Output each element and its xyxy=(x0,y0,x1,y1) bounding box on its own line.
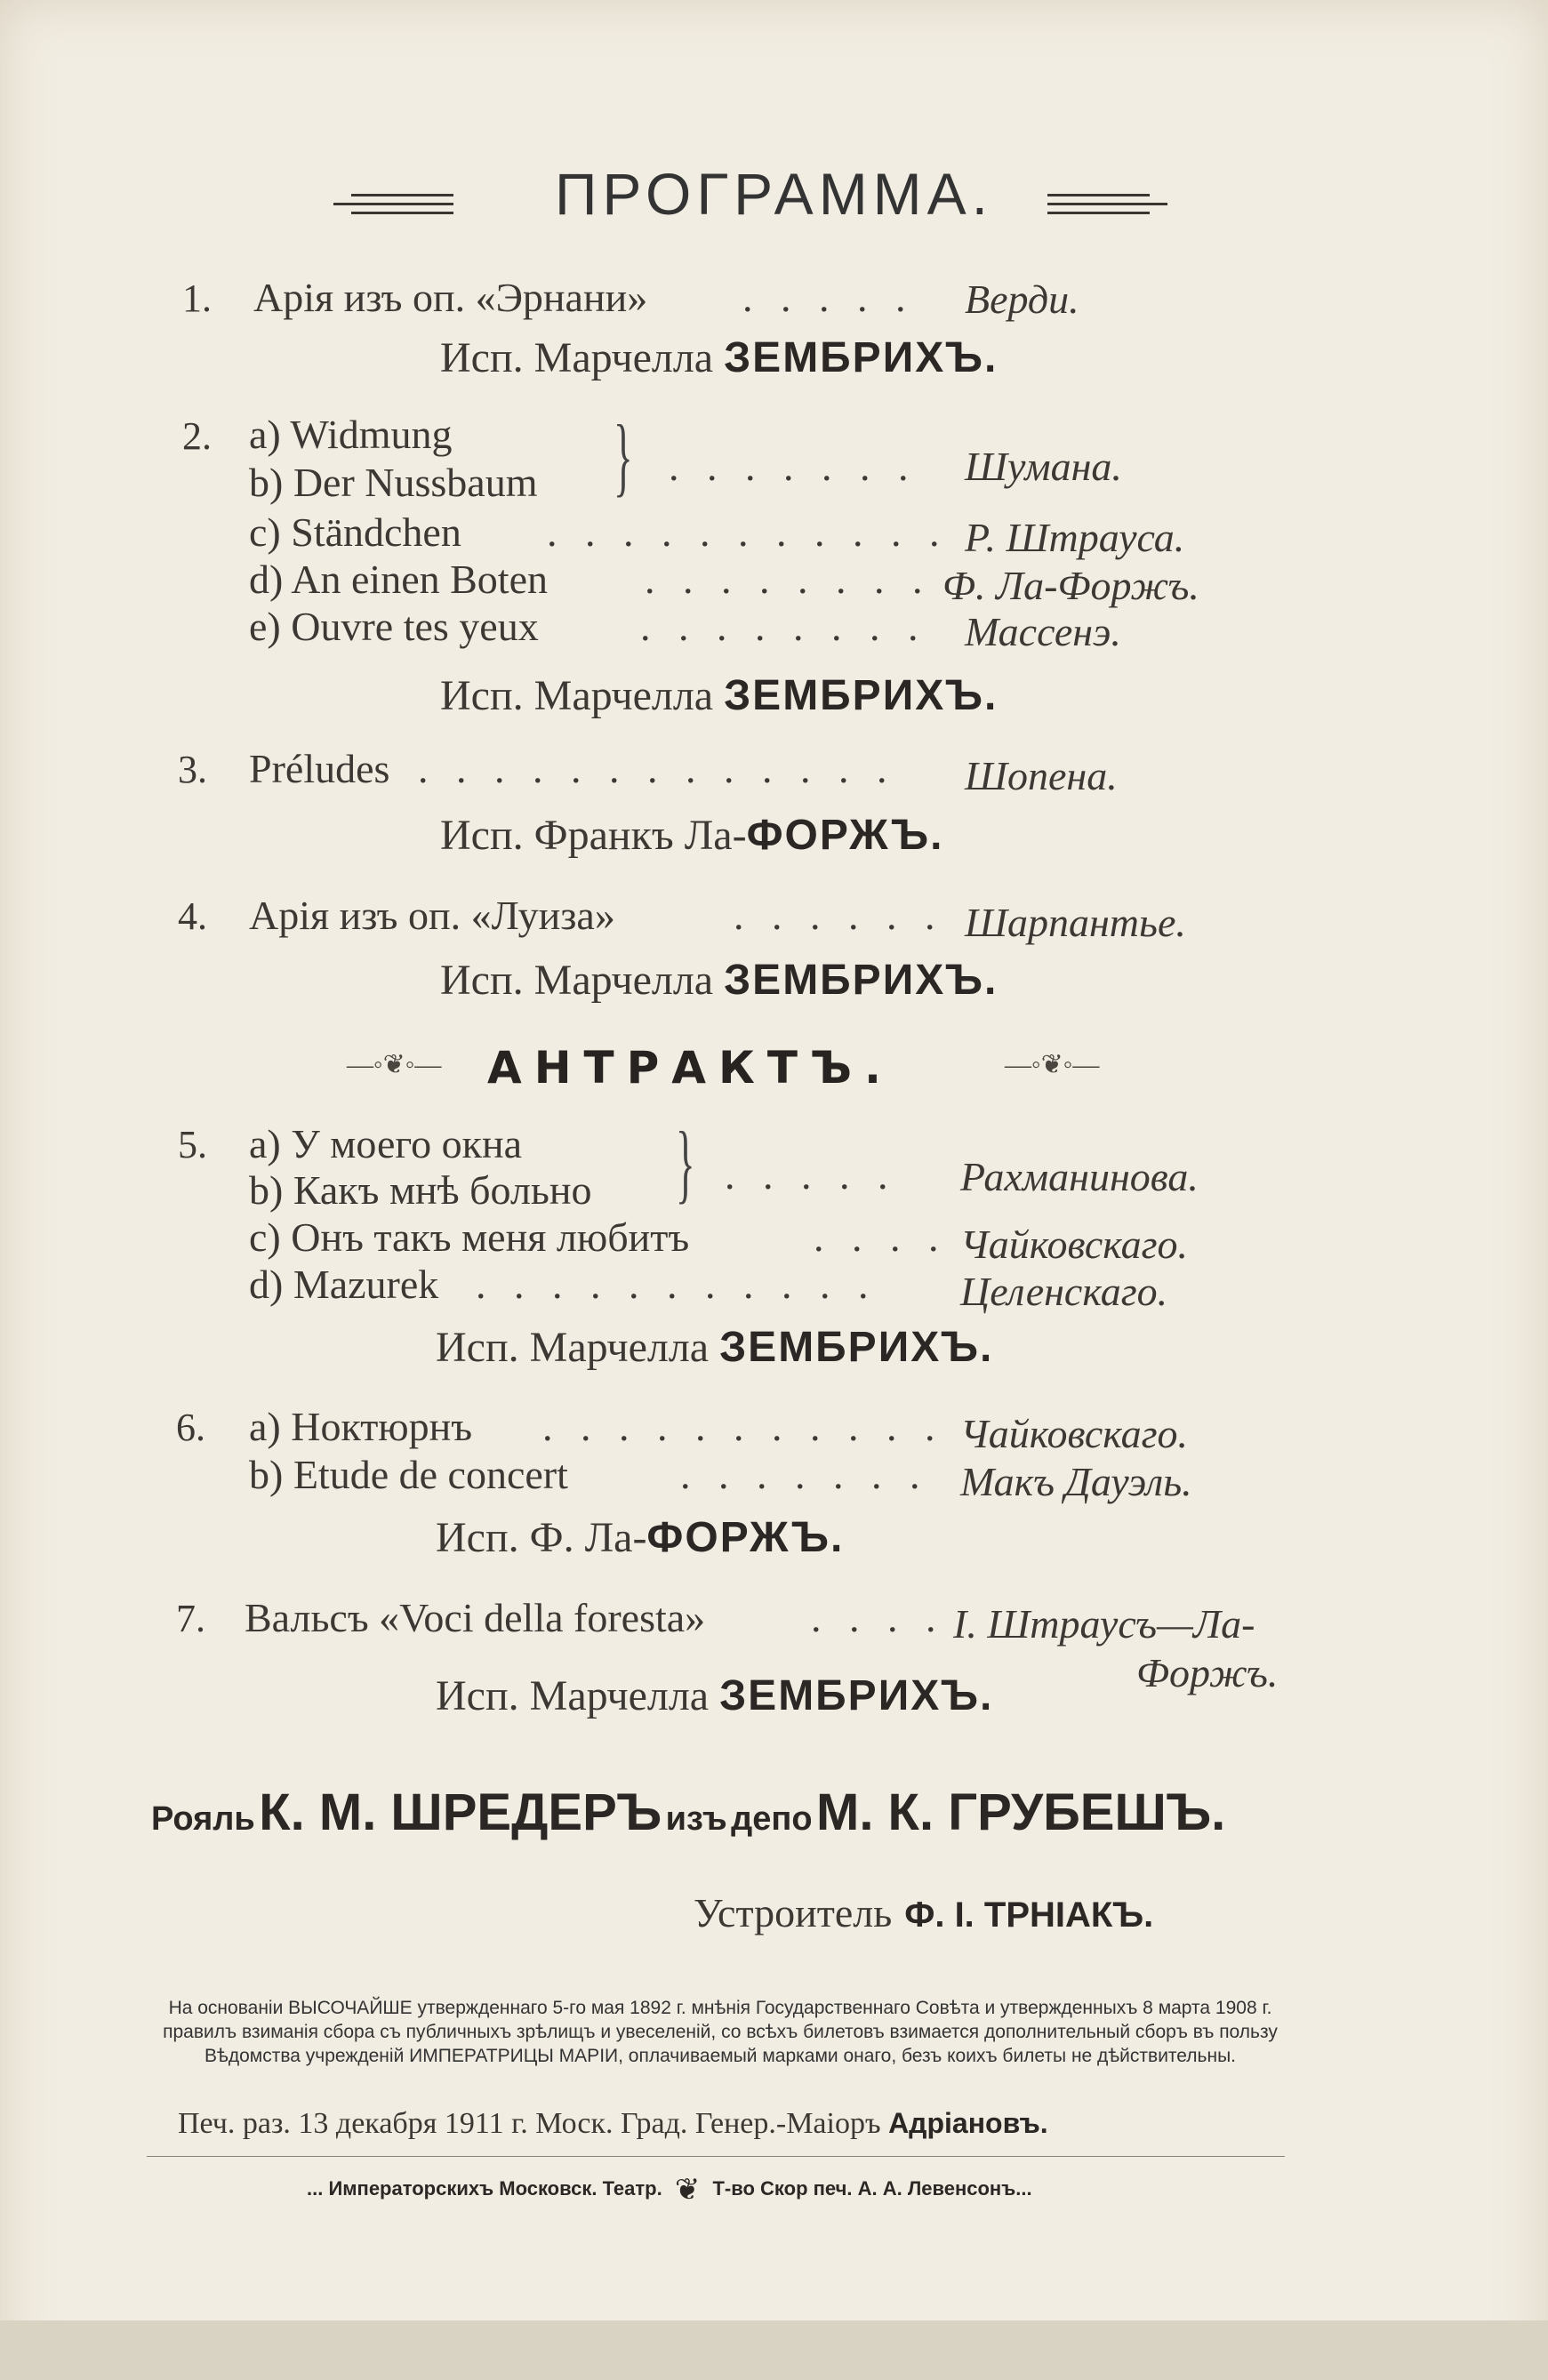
leader-dots: . . . . . . xyxy=(734,893,944,938)
performer-name: ЗЕМБРИХЪ. xyxy=(724,957,999,1004)
brace: } xyxy=(614,406,633,505)
item-performer xyxy=(440,956,998,1005)
item-performer xyxy=(440,811,944,860)
item-composer: Ф. Ла-Форжъ. xyxy=(942,563,1199,608)
item-number: 2. xyxy=(182,414,212,458)
performer-prefix: Исп. Марчелла xyxy=(436,1324,710,1371)
page-title: ПРОГРАММА. xyxy=(554,161,994,227)
performer-name: ЗЕМБРИХЪ. xyxy=(719,1672,994,1719)
performer-prefix: Исп. Марчелла xyxy=(440,957,714,1004)
item-composer: Чайковскаго. xyxy=(960,1222,1189,1267)
title-rule-right xyxy=(1047,203,1167,205)
organizer-label: Устроитель xyxy=(694,1890,893,1935)
legal-notice: На основаніи ВЫСОЧАЙШЕ утвержденнаго 5-го мая 1892 г. мнѣнія Государственнаго Совѣта и утвержденныхъ 8 марта 1908 г. правилъ взиманія сбора съ публичныхъ зрѣлищъ и увеселеній, со всѣхъ билетовъ взимается дополнительный сборъ въ пользу Вѣдомства учрежденій ИМПЕРАТРИЦЫ МАРІИ, оплачиваемый марками онаго, безъ коихъ билеты не дѣйствительны. xyxy=(163,1998,1278,2066)
piano-prefix: Рояль xyxy=(151,1800,255,1838)
item-number: 6. xyxy=(176,1406,205,1449)
leader-dots: . . . . . xyxy=(725,1152,897,1198)
leader-dots: . . . . . . . . . . . . . xyxy=(418,746,896,791)
item-performer xyxy=(436,1671,993,1720)
item-composer-continued: Форжъ. xyxy=(1136,1650,1279,1695)
item-work: d) An einen Boten xyxy=(249,557,548,602)
item-number: 7. xyxy=(176,1597,205,1640)
title-rule-right xyxy=(1047,194,1150,196)
leader-dots: . . . . . . . xyxy=(680,1452,929,1497)
leader-dots: . . . . . . . . xyxy=(645,557,932,602)
item-composer: Шарпантье. xyxy=(965,900,1186,945)
leader-dots: . . . . . . . . . . . xyxy=(547,509,949,555)
item-performer xyxy=(436,1323,993,1372)
item-work: c) Онъ такъ меня любитъ xyxy=(249,1214,690,1260)
performer-prefix: Исп. Марчелла xyxy=(436,1672,710,1719)
item-composer: Верди. xyxy=(965,276,1079,322)
item-work: b) Какъ мнѣ больно xyxy=(249,1167,592,1213)
item-composer: Р. Штрауса. xyxy=(965,515,1185,560)
performer-name: ЗЕМБРИХЪ. xyxy=(724,672,999,719)
piano-depot: М. К. ГРУБЕШЪ. xyxy=(816,1783,1226,1841)
ornament-left: —◦❦◦— xyxy=(347,1050,442,1079)
item-number: 3. xyxy=(178,748,207,791)
piano-maker: К. М. ШРЕДЕРЪ xyxy=(259,1783,662,1841)
leader-dots: . . . . . . . . . . . xyxy=(476,1262,878,1307)
organizer-name: Ф. І. ТРНІАКЪ. xyxy=(904,1895,1154,1935)
item-composer: Шумана. xyxy=(965,444,1122,489)
printer-line xyxy=(307,2172,1032,2208)
piano-credit xyxy=(151,1783,1225,1842)
censor-name: Адріановъ. xyxy=(888,2107,1048,2139)
item-work: Арія изъ оп. «Луиза» xyxy=(249,893,615,938)
item-number: 4. xyxy=(178,894,207,938)
printer-left: ... Императорскихъ Московск. Театр. xyxy=(307,2176,662,2200)
performer-name: ФОРЖЪ. xyxy=(746,812,944,859)
item-work: d) Mazurek xyxy=(249,1262,439,1307)
footer-divider xyxy=(147,2156,1285,2157)
performer-prefix: Исп. Марчелла xyxy=(440,672,714,719)
ornament-right: —◦❦◦— xyxy=(1005,1050,1100,1079)
item-composer: І. Штраусъ—Ла- xyxy=(953,1601,1255,1647)
censor-line xyxy=(178,2107,1048,2141)
item-work: e) Ouvre tes yeux xyxy=(249,604,539,649)
leader-dots: . . . . . xyxy=(742,275,915,320)
item-composer: Массенэ. xyxy=(965,609,1121,654)
torn-edge xyxy=(0,2320,1548,2380)
item-number: 5. xyxy=(178,1123,207,1166)
item-performer xyxy=(436,1513,844,1562)
item-work: a) У моего окна xyxy=(249,1121,522,1166)
item-composer: Чайковскаго. xyxy=(960,1411,1189,1456)
item-composer: Макъ Дауэль. xyxy=(960,1459,1192,1504)
item-work: Арія изъ оп. «Эрнани» xyxy=(253,275,648,320)
item-composer: Целенскаго. xyxy=(960,1269,1168,1314)
leader-dots: . . . . . . . . . . . xyxy=(542,1404,944,1449)
item-number: 1. xyxy=(182,276,212,320)
item-work: Préludes xyxy=(249,746,390,791)
organizer-line xyxy=(694,1889,1153,1936)
eagle-emblem-icon: ❦ xyxy=(674,2173,701,2207)
performer-name: ЗЕМБРИХЪ. xyxy=(724,334,999,381)
performer-prefix: Исп. Ф. Ла- xyxy=(436,1514,647,1561)
leader-dots: . . . . xyxy=(814,1214,948,1260)
item-performer xyxy=(440,671,998,720)
performer-name: ЗЕМБРИХЪ. xyxy=(719,1324,994,1371)
censor-text: Печ. раз. 13 декабря 1911 г. Моск. Град. Генер.-Маіоръ xyxy=(178,2107,881,2140)
item-work: b) Etude de concert xyxy=(249,1452,568,1497)
performer-prefix: Исп. Марчелла xyxy=(440,334,714,381)
item-composer: Рахманинова. xyxy=(960,1154,1199,1199)
performer-name: ФОРЖЪ. xyxy=(646,1514,845,1561)
brace: } xyxy=(676,1113,695,1212)
title-rule-right xyxy=(1047,212,1150,214)
item-work: b) Der Nussbaum xyxy=(249,460,538,505)
performer-prefix: Исп. Франкъ Ла- xyxy=(440,812,747,859)
item-work: a) Ноктюрнъ xyxy=(249,1404,473,1449)
item-work: a) Widmung xyxy=(249,412,453,457)
printer-right: Т-во Скор печ. А. А. Левенсонъ... xyxy=(712,2176,1032,2200)
item-work: Вальсъ «Voci della foresta» xyxy=(245,1595,706,1640)
piano-mid: изъ xyxy=(665,1800,727,1838)
item-work: c) Ständchen xyxy=(249,509,461,555)
intermission-label: АНТРАКТЪ. xyxy=(487,1042,894,1094)
piano-depot-word: депо xyxy=(731,1800,813,1838)
leader-dots: . . . . . . . xyxy=(669,444,918,489)
leader-dots: . . . . xyxy=(811,1595,945,1640)
item-composer: Шопена. xyxy=(965,753,1118,798)
leader-dots: . . . . . . . . xyxy=(640,604,927,649)
item-performer xyxy=(440,333,998,382)
